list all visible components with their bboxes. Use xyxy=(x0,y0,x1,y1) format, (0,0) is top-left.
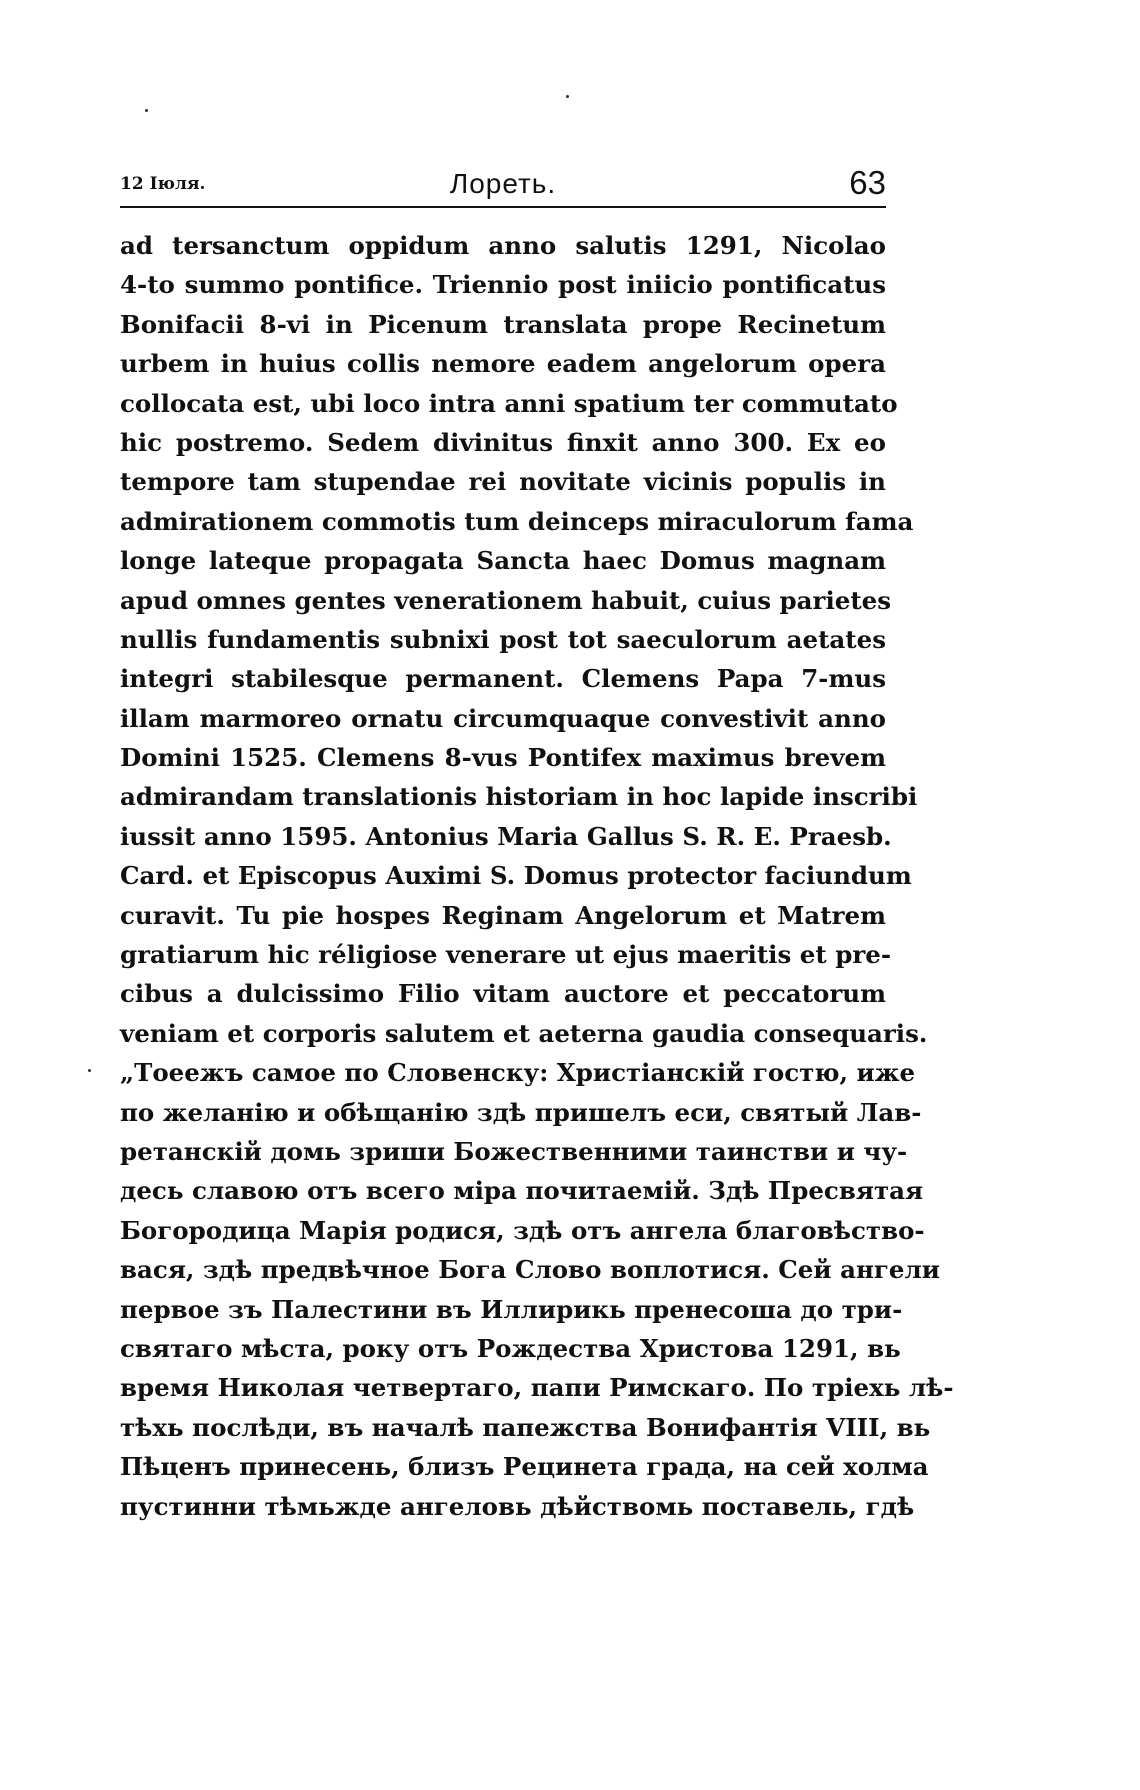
text-line: tempore tam stupendae rei novitate vicinis populis in xyxy=(120,467,886,497)
print-speck xyxy=(145,109,148,112)
text-line: admirationem commotis tum deinceps miraculorum fama xyxy=(120,506,914,536)
text-line: Card. et Episcopus Auximi S. Domus protector faciundum xyxy=(120,861,912,891)
text-line: время Николая четвертаго, папи Римскаго. По тріехь лѣ- xyxy=(120,1373,954,1403)
text-line: urbem in huius collis nemore eadem angelorum opera xyxy=(120,349,886,379)
text-line: тѣхь послѣди, въ началѣ папежства Вонифантія VIII, вь xyxy=(120,1412,931,1442)
text-line: вася, здѣ предвѣчное Бога Слово воплотися. Сей ангели xyxy=(120,1255,940,1285)
text-line: collocata est, ubi loco intra anni spatium ter commutato xyxy=(120,388,898,418)
page-number: 63 xyxy=(849,164,886,201)
text-line: Богородица Марія родися, здѣ отъ ангела благовѣство- xyxy=(120,1215,925,1245)
text-line: 4-to summo pontifice. Triennio post iniicio pontificatus xyxy=(120,270,886,300)
text-line: святаго мѣста, року отъ Рождества Христова 1291, вь xyxy=(120,1333,901,1363)
text-line: „Тоеежъ самое по Словенску: Христіанскій гостю, иже xyxy=(120,1058,916,1088)
running-header xyxy=(120,150,886,208)
text-line: Bonifacii 8-vi in Picenum translata prope Recinetum xyxy=(120,309,886,339)
text-line: iussit anno 1595. Antonius Maria Gallus S. R. E. Praesb. xyxy=(120,821,892,851)
header-date: 12 Іюля. xyxy=(120,174,206,194)
text-line: gratiarum hic réligiose venerare ut ejus maeritis et pre- xyxy=(120,940,892,970)
text-line: veniam et corporis salutem et aeterna gaudia consequaris. xyxy=(120,1018,928,1048)
text-line: nullis fundamentis subnixi post tot saeculorum aetates xyxy=(120,624,886,654)
text-line: Domini 1525. Clemens 8-vus Pontifex maximus brevem xyxy=(120,743,886,773)
text-line: по желанію и обѣщанію здѣ пришелъ еси, святый Лав- xyxy=(120,1097,922,1127)
text-line: первое зъ Палестини въ Иллирикь пренесоша до три- xyxy=(120,1294,903,1324)
text-line: Пѣценъ принесень, близъ Рецинета града, на сей холма xyxy=(120,1452,929,1482)
text-line: illam marmoreo ornatu circumquaque convestivit anno xyxy=(120,703,886,733)
text-line: curavit. Tu pie hospes Reginam Angelorum et Matrem xyxy=(120,900,886,930)
text-line: пустинни тѣмьжде ангеловь дѣйствомь поставель, гдѣ xyxy=(120,1491,915,1521)
header-title: Лореть. xyxy=(449,168,557,199)
text-line: longe lateque propagata Sancta haec Domus magnam xyxy=(120,546,886,576)
text-line: hic postremo. Sedem divinitus finxit anno 300. Ex eo xyxy=(120,427,886,457)
text-line: apud omnes gentes venerationem habuit, cuius parietes xyxy=(120,585,892,615)
text-line: ad tersanctum oppidum anno salutis 1291, Nicolao xyxy=(120,231,886,260)
text-line: admirandam translationis historiam in hoc lapide inscribi xyxy=(120,782,918,812)
text-line: cibus a dulcissimo Filio vitam auctore et peccatorum xyxy=(120,979,886,1009)
print-speck xyxy=(566,95,569,98)
print-speck xyxy=(88,1069,91,1072)
text-line: integri stabilesque permanent. Clemens Papa 7-mus xyxy=(120,664,886,694)
text-line: ретанскій домь зриши Божественними таинстви и чу- xyxy=(120,1136,908,1166)
page-body xyxy=(120,226,954,1526)
text-line: десь славою отъ всего міра почитаемій. Здѣ Пресвятая xyxy=(120,1176,924,1206)
